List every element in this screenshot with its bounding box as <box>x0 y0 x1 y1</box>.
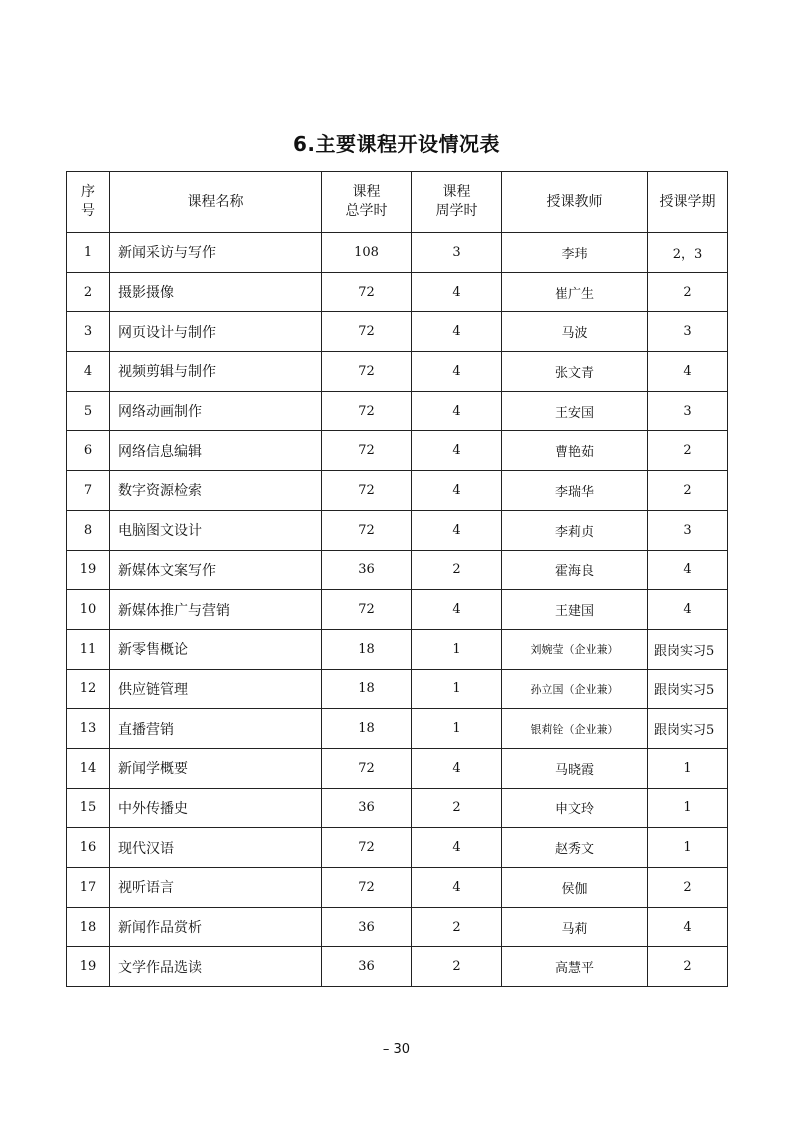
cell-total-hours: 72 <box>322 431 412 471</box>
table-row <box>67 629 728 669</box>
cell-weekly-hours: 4 <box>412 748 502 788</box>
cell-teacher: 王建国 <box>502 590 648 630</box>
cell-teacher: 霍海良 <box>502 550 648 590</box>
table-header-row <box>67 172 728 233</box>
cell-term: 2 <box>648 471 728 511</box>
header-seq: 序 号 <box>67 172 110 233</box>
cell-teacher: 李莉贞 <box>502 510 648 550</box>
page-number: – 30 <box>382 1042 411 1057</box>
table-row <box>67 312 728 352</box>
cell-total-hours: 72 <box>322 272 412 312</box>
cell-term: 2，3 <box>648 233 728 273</box>
cell-total-hours: 36 <box>322 907 412 947</box>
cell-teacher: 银莉铨（企业兼） <box>502 709 648 749</box>
cell-course-name: 电脑图文设计 <box>110 510 322 550</box>
table-row <box>67 788 728 828</box>
cell-weekly-hours: 4 <box>412 272 502 312</box>
header-teacher: 授课教师 <box>502 172 648 233</box>
cell-term: 跟岗实习5 <box>648 669 728 709</box>
cell-seq: 19 <box>67 550 110 590</box>
cell-seq: 18 <box>67 907 110 947</box>
cell-term: 2 <box>648 868 728 908</box>
cell-course-name: 新零售概论 <box>110 629 322 669</box>
cell-total-hours: 36 <box>322 788 412 828</box>
table-row <box>67 748 728 788</box>
cell-term: 1 <box>648 748 728 788</box>
cell-teacher: 李玮 <box>502 233 648 273</box>
cell-total-hours: 72 <box>322 312 412 352</box>
cell-total-hours: 36 <box>322 947 412 987</box>
cell-course-name: 新闻作品赏析 <box>110 907 322 947</box>
cell-total-hours: 72 <box>322 868 412 908</box>
cell-course-name: 摄影摄像 <box>110 272 322 312</box>
cell-teacher: 马莉 <box>502 907 648 947</box>
cell-seq: 6 <box>67 431 110 471</box>
cell-course-name: 网络信息编辑 <box>110 431 322 471</box>
cell-seq: 5 <box>67 391 110 431</box>
cell-seq: 2 <box>67 272 110 312</box>
cell-term: 跟岗实习5 <box>648 629 728 669</box>
cell-weekly-hours: 1 <box>412 629 502 669</box>
cell-term: 2 <box>648 272 728 312</box>
cell-teacher: 王安国 <box>502 391 648 431</box>
cell-teacher: 曹艳茹 <box>502 431 648 471</box>
cell-total-hours: 18 <box>322 709 412 749</box>
cell-term: 4 <box>648 590 728 630</box>
cell-term: 跟岗实习5 <box>648 709 728 749</box>
table-row <box>67 868 728 908</box>
cell-weekly-hours: 4 <box>412 352 502 392</box>
cell-total-hours: 72 <box>322 590 412 630</box>
cell-weekly-hours: 2 <box>412 788 502 828</box>
cell-total-hours: 36 <box>322 550 412 590</box>
cell-total-hours: 18 <box>322 669 412 709</box>
cell-total-hours: 72 <box>322 510 412 550</box>
cell-total-hours: 72 <box>322 391 412 431</box>
cell-weekly-hours: 2 <box>412 550 502 590</box>
table-row <box>67 590 728 630</box>
cell-term: 2 <box>648 431 728 471</box>
cell-course-name: 数字资源检索 <box>110 471 322 511</box>
cell-seq: 7 <box>67 471 110 511</box>
cell-course-name: 中外传播史 <box>110 788 322 828</box>
cell-seq: 12 <box>67 669 110 709</box>
cell-teacher: 侯伽 <box>502 868 648 908</box>
table-row <box>67 352 728 392</box>
header-weekly-hours: 课程 周学时 <box>412 172 502 233</box>
cell-seq: 15 <box>67 788 110 828</box>
cell-weekly-hours: 4 <box>412 868 502 908</box>
cell-total-hours: 72 <box>322 352 412 392</box>
cell-course-name: 供应链管理 <box>110 669 322 709</box>
cell-seq: 14 <box>67 748 110 788</box>
cell-course-name: 直播营销 <box>110 709 322 749</box>
cell-total-hours: 72 <box>322 471 412 511</box>
cell-term: 4 <box>648 352 728 392</box>
cell-weekly-hours: 2 <box>412 947 502 987</box>
cell-seq: 10 <box>67 590 110 630</box>
cell-teacher: 李瑞华 <box>502 471 648 511</box>
cell-course-name: 现代汉语 <box>110 828 322 868</box>
cell-weekly-hours: 4 <box>412 391 502 431</box>
cell-weekly-hours: 4 <box>412 312 502 352</box>
cell-weekly-hours: 2 <box>412 907 502 947</box>
cell-weekly-hours: 1 <box>412 669 502 709</box>
cell-teacher: 赵秀文 <box>502 828 648 868</box>
table-row <box>67 828 728 868</box>
cell-course-name: 新闻学概要 <box>110 748 322 788</box>
cell-teacher: 申文玲 <box>502 788 648 828</box>
cell-term: 4 <box>648 907 728 947</box>
cell-term: 4 <box>648 550 728 590</box>
cell-term: 1 <box>648 788 728 828</box>
cell-course-name: 视频剪辑与制作 <box>110 352 322 392</box>
page-title: 6.主要课程开设情况表 <box>292 132 500 156</box>
cell-total-hours: 108 <box>322 233 412 273</box>
course-table <box>66 171 728 987</box>
table-row <box>67 510 728 550</box>
cell-teacher: 马波 <box>502 312 648 352</box>
cell-seq: 11 <box>67 629 110 669</box>
header-term: 授课学期 <box>648 172 728 233</box>
cell-course-name: 文学作品选读 <box>110 947 322 987</box>
cell-term: 1 <box>648 828 728 868</box>
cell-weekly-hours: 4 <box>412 431 502 471</box>
cell-seq: 1 <box>67 233 110 273</box>
table-row <box>67 272 728 312</box>
cell-seq: 16 <box>67 828 110 868</box>
cell-teacher: 张文青 <box>502 352 648 392</box>
cell-weekly-hours: 4 <box>412 471 502 511</box>
table-row <box>67 550 728 590</box>
cell-teacher: 马晓霞 <box>502 748 648 788</box>
header-total-hours: 课程 总学时 <box>322 172 412 233</box>
cell-seq: 4 <box>67 352 110 392</box>
cell-course-name: 网页设计与制作 <box>110 312 322 352</box>
cell-teacher: 高慧平 <box>502 947 648 987</box>
cell-term: 2 <box>648 947 728 987</box>
cell-teacher: 刘婉莹（企业兼） <box>502 629 648 669</box>
header-course-name: 课程名称 <box>110 172 322 233</box>
table-row <box>67 431 728 471</box>
cell-total-hours: 72 <box>322 748 412 788</box>
table-row <box>67 233 728 273</box>
cell-seq: 19 <box>67 947 110 987</box>
cell-teacher: 崔广生 <box>502 272 648 312</box>
cell-course-name: 新媒体推广与营销 <box>110 590 322 630</box>
cell-seq: 3 <box>67 312 110 352</box>
cell-term: 3 <box>648 510 728 550</box>
table-row <box>67 709 728 749</box>
cell-term: 3 <box>648 312 728 352</box>
table-row <box>67 391 728 431</box>
table-body <box>67 233 728 987</box>
cell-course-name: 网络动画制作 <box>110 391 322 431</box>
cell-teacher: 孙立国（企业兼） <box>502 669 648 709</box>
cell-weekly-hours: 3 <box>412 233 502 273</box>
cell-weekly-hours: 4 <box>412 590 502 630</box>
cell-course-name: 视听语言 <box>110 868 322 908</box>
cell-seq: 17 <box>67 868 110 908</box>
cell-weekly-hours: 1 <box>412 709 502 749</box>
table-row <box>67 947 728 987</box>
table-row <box>67 907 728 947</box>
cell-course-name: 新媒体文案写作 <box>110 550 322 590</box>
cell-weekly-hours: 4 <box>412 828 502 868</box>
cell-course-name: 新闻采访与写作 <box>110 233 322 273</box>
cell-seq: 13 <box>67 709 110 749</box>
cell-seq: 8 <box>67 510 110 550</box>
cell-total-hours: 72 <box>322 828 412 868</box>
table-row <box>67 471 728 511</box>
table-row <box>67 669 728 709</box>
cell-weekly-hours: 4 <box>412 510 502 550</box>
cell-total-hours: 18 <box>322 629 412 669</box>
cell-term: 3 <box>648 391 728 431</box>
